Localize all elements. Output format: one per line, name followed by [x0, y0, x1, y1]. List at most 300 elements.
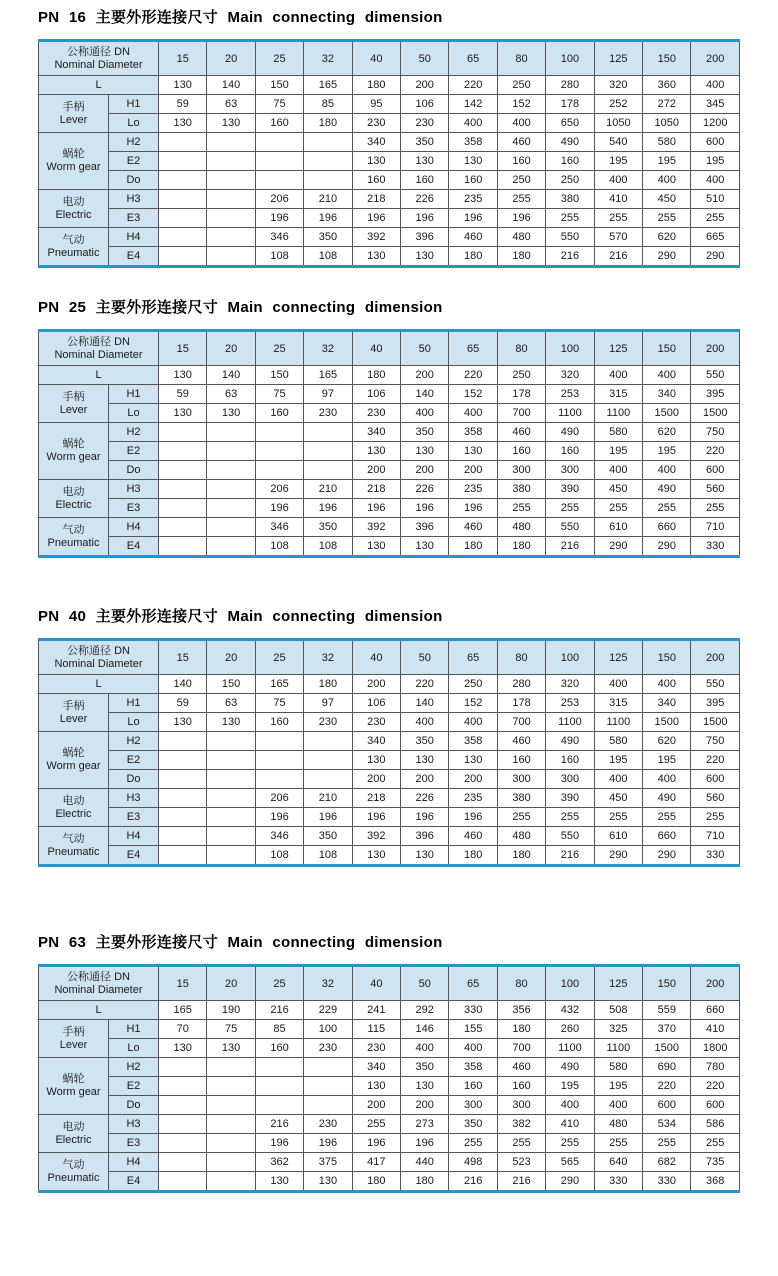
value-cell: 610: [594, 827, 642, 846]
value-cell: [207, 1134, 255, 1153]
value-cell: 130: [352, 846, 400, 866]
value-cell: 216: [255, 1001, 303, 1020]
table-row: [39, 442, 740, 461]
value-cell: 140: [207, 76, 255, 95]
value-cell: [207, 442, 255, 461]
table-row: [39, 95, 740, 114]
value-cell: 400: [691, 76, 740, 95]
value-cell: [255, 1058, 303, 1077]
value-cell: 180: [449, 537, 497, 557]
param-label-cell: E2: [109, 751, 159, 770]
value-cell: 580: [594, 1058, 642, 1077]
value-cell: 660: [643, 827, 691, 846]
table-row: [39, 366, 740, 385]
param-label-cell: H2: [109, 133, 159, 152]
param-label-cell: H1: [109, 694, 159, 713]
value-cell: 252: [594, 95, 642, 114]
value-cell: 400: [401, 404, 449, 423]
value-cell: [304, 423, 352, 442]
value-cell: 735: [691, 1153, 740, 1172]
value-cell: 195: [594, 1077, 642, 1096]
value-cell: 250: [546, 171, 594, 190]
dn-column-header: 40: [352, 331, 400, 366]
value-cell: 160: [497, 152, 545, 171]
value-cell: 450: [643, 190, 691, 209]
value-cell: 340: [352, 423, 400, 442]
value-cell: 200: [352, 1096, 400, 1115]
dn-column-header: 40: [352, 41, 400, 76]
value-cell: 750: [691, 423, 740, 442]
dn-label-zh: 公称通径 DN: [67, 45, 130, 58]
group-label-zh: 电动: [62, 1120, 85, 1133]
value-cell: [159, 1077, 207, 1096]
dn-label-zh: 公称通径 DN: [67, 335, 130, 348]
value-cell: 358: [449, 423, 497, 442]
value-cell: 180: [352, 1172, 400, 1192]
value-cell: 220: [643, 1077, 691, 1096]
dn-column-header: 80: [497, 640, 545, 675]
value-cell: 600: [691, 133, 740, 152]
value-cell: [255, 171, 303, 190]
param-label-cell: H1: [109, 95, 159, 114]
dn-header-cell: [39, 41, 159, 76]
value-cell: [159, 537, 207, 557]
value-cell: 196: [497, 209, 545, 228]
value-cell: 180: [304, 675, 352, 694]
value-cell: 460: [497, 1058, 545, 1077]
value-cell: 358: [449, 1058, 497, 1077]
value-cell: [207, 827, 255, 846]
value-cell: [159, 827, 207, 846]
table-row: [39, 846, 740, 866]
value-cell: 160: [255, 1039, 303, 1058]
value-cell: 356: [497, 1001, 545, 1020]
value-cell: 255: [546, 808, 594, 827]
table-row: [39, 827, 740, 846]
value-cell: 700: [497, 713, 545, 732]
value-cell: [159, 499, 207, 518]
value-cell: 368: [691, 1172, 740, 1192]
value-cell: 230: [352, 713, 400, 732]
value-cell: 152: [449, 385, 497, 404]
value-cell: 750: [691, 732, 740, 751]
group-label-zh: 电动: [62, 485, 85, 498]
group-label-zh: 蜗轮: [62, 438, 85, 450]
dn-column-header: 50: [401, 331, 449, 366]
value-cell: 160: [449, 171, 497, 190]
table-row: [39, 713, 740, 732]
group-label-cell: [39, 423, 109, 480]
value-cell: 200: [352, 675, 400, 694]
value-cell: [207, 499, 255, 518]
dn-column-header: 25: [255, 41, 303, 76]
value-cell: [159, 190, 207, 209]
param-label-cell: Do: [109, 171, 159, 190]
value-cell: 250: [497, 171, 545, 190]
value-cell: 195: [643, 751, 691, 770]
value-cell: 180: [497, 846, 545, 866]
value-cell: 280: [546, 76, 594, 95]
value-cell: 1050: [643, 114, 691, 133]
value-cell: 450: [594, 480, 642, 499]
dn-label-en: Nominal Diameter: [54, 657, 143, 670]
value-cell: 400: [546, 1096, 594, 1115]
value-cell: 710: [691, 518, 740, 537]
value-cell: 70: [159, 1020, 207, 1039]
value-cell: 550: [691, 366, 740, 385]
value-cell: 480: [497, 228, 545, 247]
group-label-zh: 手柄: [62, 100, 85, 113]
value-cell: 130: [401, 537, 449, 557]
value-cell: 241: [352, 1001, 400, 1020]
value-cell: 350: [449, 1115, 497, 1134]
param-label-cell: E2: [109, 152, 159, 171]
value-cell: 400: [449, 404, 497, 423]
value-cell: 210: [304, 480, 352, 499]
value-cell: 330: [691, 846, 740, 866]
value-cell: 180: [449, 247, 497, 267]
value-cell: 255: [594, 209, 642, 228]
value-cell: [207, 228, 255, 247]
value-cell: 396: [401, 518, 449, 537]
value-cell: 255: [546, 499, 594, 518]
value-cell: 216: [255, 1115, 303, 1134]
value-cell: 292: [401, 1001, 449, 1020]
value-cell: 97: [304, 694, 352, 713]
value-cell: 255: [594, 1134, 642, 1153]
value-cell: 140: [207, 366, 255, 385]
value-cell: 253: [546, 385, 594, 404]
value-cell: 1050: [594, 114, 642, 133]
header-row: [39, 966, 740, 1001]
value-cell: 200: [449, 461, 497, 480]
value-cell: 130: [304, 1172, 352, 1192]
value-cell: 315: [594, 385, 642, 404]
value-cell: 346: [255, 518, 303, 537]
value-cell: 97: [304, 385, 352, 404]
value-cell: 290: [594, 537, 642, 557]
table-row: [39, 1096, 740, 1115]
value-cell: 450: [594, 789, 642, 808]
value-cell: [304, 1077, 352, 1096]
value-cell: 130: [401, 152, 449, 171]
value-cell: [255, 152, 303, 171]
value-cell: 130: [449, 152, 497, 171]
value-cell: 665: [691, 228, 740, 247]
value-cell: [255, 442, 303, 461]
value-cell: [159, 1134, 207, 1153]
value-cell: 400: [594, 171, 642, 190]
value-cell: [159, 1058, 207, 1077]
group-label-cell: [39, 518, 109, 557]
value-cell: 130: [159, 713, 207, 732]
value-cell: 290: [643, 846, 691, 866]
value-cell: 550: [546, 518, 594, 537]
value-cell: 1500: [643, 713, 691, 732]
table-body: [39, 1001, 740, 1192]
value-cell: [207, 1153, 255, 1172]
value-cell: 130: [207, 114, 255, 133]
value-cell: 490: [546, 1058, 594, 1077]
dn-column-header: 50: [401, 41, 449, 76]
dimension-table: [38, 329, 740, 558]
value-cell: 650: [546, 114, 594, 133]
value-cell: 235: [449, 190, 497, 209]
value-cell: 550: [691, 675, 740, 694]
table-row: [39, 190, 740, 209]
value-cell: 130: [352, 751, 400, 770]
value-cell: 178: [546, 95, 594, 114]
table-row: [39, 247, 740, 267]
group-label-cell: [39, 1058, 109, 1115]
value-cell: 290: [546, 1172, 594, 1192]
value-cell: [304, 152, 352, 171]
dn-column-header: 65: [449, 331, 497, 366]
group-label-en: Lever: [59, 403, 88, 416]
value-cell: 130: [159, 76, 207, 95]
value-cell: 290: [594, 846, 642, 866]
value-cell: [159, 133, 207, 152]
param-label-cell: H3: [109, 480, 159, 499]
dn-column-header: 65: [449, 966, 497, 1001]
value-cell: 200: [352, 461, 400, 480]
value-cell: 410: [546, 1115, 594, 1134]
value-cell: 362: [255, 1153, 303, 1172]
value-cell: 196: [255, 499, 303, 518]
value-cell: [207, 209, 255, 228]
value-cell: 165: [304, 76, 352, 95]
param-label-cell: E3: [109, 808, 159, 827]
value-cell: 400: [401, 713, 449, 732]
param-label-cell: E4: [109, 1172, 159, 1192]
dn-column-header: 125: [594, 41, 642, 76]
value-cell: 1500: [643, 1039, 691, 1058]
value-cell: 250: [497, 76, 545, 95]
value-cell: 196: [352, 808, 400, 827]
value-cell: 196: [352, 1134, 400, 1153]
value-cell: 160: [546, 152, 594, 171]
table-title: PN 25 主要外形连接尺寸 Main connecting dimension: [38, 299, 443, 316]
value-cell: 600: [691, 770, 740, 789]
value-cell: 400: [643, 770, 691, 789]
value-cell: 255: [643, 209, 691, 228]
group-label-cell: [39, 385, 109, 423]
value-cell: [255, 133, 303, 152]
value-cell: 600: [691, 461, 740, 480]
value-cell: 108: [255, 846, 303, 866]
table-row: [39, 694, 740, 713]
value-cell: 350: [304, 228, 352, 247]
value-cell: 417: [352, 1153, 400, 1172]
value-cell: 160: [497, 442, 545, 461]
param-label-cell: E4: [109, 846, 159, 866]
value-cell: 108: [304, 537, 352, 557]
value-cell: [159, 423, 207, 442]
table-row: [39, 1134, 740, 1153]
value-cell: 196: [449, 499, 497, 518]
table-row: [39, 518, 740, 537]
value-cell: 255: [691, 1134, 740, 1153]
value-cell: 63: [207, 694, 255, 713]
value-cell: 1100: [546, 1039, 594, 1058]
value-cell: 382: [497, 1115, 545, 1134]
value-cell: 255: [497, 808, 545, 827]
value-cell: 780: [691, 1058, 740, 1077]
value-cell: 180: [352, 76, 400, 95]
value-cell: 340: [643, 694, 691, 713]
value-cell: 200: [352, 770, 400, 789]
value-cell: [159, 209, 207, 228]
dn-column-header: 20: [207, 640, 255, 675]
row-label-cell: L: [39, 76, 159, 95]
value-cell: 130: [352, 442, 400, 461]
param-label-cell: E2: [109, 442, 159, 461]
value-cell: 206: [255, 190, 303, 209]
value-cell: 160: [546, 751, 594, 770]
value-cell: [207, 732, 255, 751]
value-cell: [207, 1058, 255, 1077]
value-cell: [207, 751, 255, 770]
value-cell: 210: [304, 190, 352, 209]
value-cell: 300: [449, 1096, 497, 1115]
value-cell: [207, 846, 255, 866]
table-title: PN 63 主要外形连接尺寸 Main connecting dimension: [38, 934, 443, 951]
value-cell: 400: [594, 675, 642, 694]
value-cell: [159, 247, 207, 267]
value-cell: 1100: [594, 404, 642, 423]
table-row: [39, 228, 740, 247]
value-cell: 392: [352, 827, 400, 846]
value-cell: [304, 732, 352, 751]
value-cell: [207, 1096, 255, 1115]
group-label-zh: 电动: [62, 794, 85, 807]
param-label-cell: H3: [109, 789, 159, 808]
value-cell: 220: [691, 751, 740, 770]
value-cell: 400: [449, 114, 497, 133]
value-cell: 395: [691, 385, 740, 404]
value-cell: 130: [159, 114, 207, 133]
value-cell: 130: [207, 404, 255, 423]
value-cell: 255: [497, 190, 545, 209]
group-label-cell: [39, 732, 109, 789]
value-cell: 140: [401, 385, 449, 404]
value-cell: 565: [546, 1153, 594, 1172]
value-cell: 490: [546, 423, 594, 442]
value-cell: 255: [594, 499, 642, 518]
value-cell: 196: [255, 209, 303, 228]
value-cell: 95: [352, 95, 400, 114]
value-cell: 380: [546, 190, 594, 209]
dn-column-header: 80: [497, 331, 545, 366]
dn-column-header: 150: [643, 966, 691, 1001]
dn-column-header: 80: [497, 966, 545, 1001]
value-cell: [159, 732, 207, 751]
value-cell: 320: [546, 675, 594, 694]
value-cell: 180: [497, 247, 545, 267]
dn-column-header: 125: [594, 640, 642, 675]
dn-column-header: 40: [352, 966, 400, 1001]
group-label-cell: [39, 228, 109, 267]
value-cell: 345: [691, 95, 740, 114]
dn-column-header: 100: [546, 640, 594, 675]
param-label-cell: H2: [109, 732, 159, 751]
value-cell: 160: [449, 1077, 497, 1096]
dn-label-en: Nominal Diameter: [54, 58, 143, 71]
param-label-cell: E3: [109, 1134, 159, 1153]
value-cell: 160: [497, 1077, 545, 1096]
value-cell: 550: [546, 228, 594, 247]
table-title: PN 16 主要外形连接尺寸 Main connecting dimension: [38, 9, 443, 26]
value-cell: 130: [401, 846, 449, 866]
table-row: [39, 1039, 740, 1058]
param-label-cell: H1: [109, 1020, 159, 1039]
value-cell: 255: [546, 1134, 594, 1153]
value-cell: [159, 770, 207, 789]
dn-column-header: 150: [643, 640, 691, 675]
value-cell: 130: [207, 713, 255, 732]
group-label-zh: 手柄: [62, 390, 85, 403]
value-cell: 560: [691, 480, 740, 499]
value-cell: 370: [643, 1020, 691, 1039]
value-cell: 130: [449, 751, 497, 770]
value-cell: 260: [546, 1020, 594, 1039]
value-cell: 350: [401, 133, 449, 152]
value-cell: 320: [546, 366, 594, 385]
value-cell: 460: [449, 827, 497, 846]
table-row: [39, 76, 740, 95]
value-cell: [159, 152, 207, 171]
value-cell: 320: [594, 76, 642, 95]
value-cell: 396: [401, 228, 449, 247]
group-label-en: Pneumatic: [47, 1171, 100, 1184]
table-row: [39, 404, 740, 423]
value-cell: 570: [594, 228, 642, 247]
value-cell: 178: [497, 385, 545, 404]
dn-label-en: Nominal Diameter: [54, 983, 143, 996]
table-row: [39, 461, 740, 480]
param-label-cell: Lo: [109, 1039, 159, 1058]
value-cell: [207, 423, 255, 442]
value-cell: 195: [643, 442, 691, 461]
value-cell: 490: [546, 133, 594, 152]
value-cell: 130: [159, 1039, 207, 1058]
value-cell: 498: [449, 1153, 497, 1172]
value-cell: 255: [643, 1134, 691, 1153]
value-cell: 216: [594, 247, 642, 267]
value-cell: 358: [449, 732, 497, 751]
value-cell: 230: [401, 114, 449, 133]
value-cell: 140: [401, 694, 449, 713]
table-row: [39, 171, 740, 190]
group-label-cell: [39, 827, 109, 866]
value-cell: 400: [594, 770, 642, 789]
dn-column-header: 32: [304, 331, 352, 366]
value-cell: [159, 789, 207, 808]
value-cell: 165: [255, 675, 303, 694]
table-section: [38, 296, 740, 558]
row-label-cell: L: [39, 675, 159, 694]
value-cell: 400: [449, 713, 497, 732]
value-cell: 460: [497, 133, 545, 152]
table-section: [38, 605, 740, 867]
value-cell: 460: [497, 732, 545, 751]
group-label-en: Electric: [55, 1133, 92, 1146]
dn-column-header: 100: [546, 41, 594, 76]
value-cell: 640: [594, 1153, 642, 1172]
value-cell: 600: [691, 1096, 740, 1115]
table-row: [39, 808, 740, 827]
header-row: [39, 331, 740, 366]
